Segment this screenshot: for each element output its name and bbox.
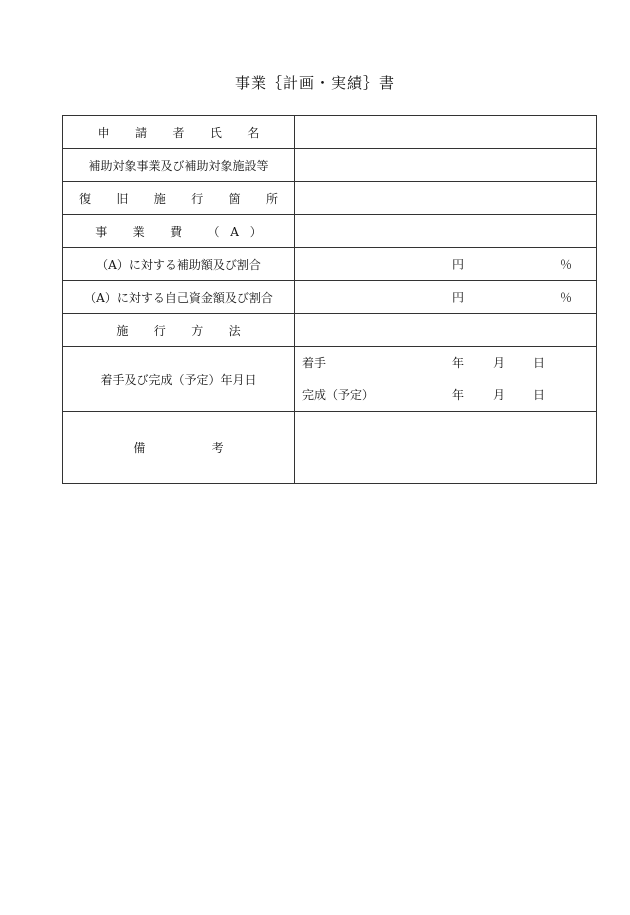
application-form-table <box>62 115 597 484</box>
document-title: 事業｛計画・実績｝書 <box>234 74 395 92</box>
target-label: 補助対象事業及び補助対象施設等 <box>88 158 269 173</box>
row-remarks <box>63 412 597 484</box>
subsidy-label-cell <box>63 248 295 281</box>
own-funds-percent-unit: ％ <box>560 290 573 305</box>
own-funds-value-cell[interactable] <box>295 281 597 314</box>
row-dates <box>63 347 597 412</box>
start-month-unit: 月 <box>493 356 506 370</box>
completion-year-unit: 年 <box>452 388 465 402</box>
cost-value-cell[interactable] <box>295 215 597 248</box>
target-label-cell <box>63 149 295 182</box>
row-method <box>63 314 597 347</box>
start-date-row <box>295 353 597 373</box>
own-funds-label-cell <box>63 281 295 314</box>
cost-label: 事 業 費 （A） <box>95 224 273 239</box>
dates-label-cell <box>63 347 295 412</box>
completion-month-unit: 月 <box>493 388 506 402</box>
start-year-unit: 年 <box>452 356 465 370</box>
remarks-label: 備 考 <box>133 441 255 455</box>
row-location <box>63 182 597 215</box>
row-subsidy <box>63 248 597 281</box>
location-label-cell <box>63 182 295 215</box>
method-value-cell[interactable] <box>295 314 597 347</box>
row-applicant <box>63 116 597 149</box>
cost-label-cell <box>63 215 295 248</box>
completion-day-unit: 日 <box>533 388 546 402</box>
own-funds-label: （A）に対する自己資金額及び割合 <box>84 290 273 305</box>
row-target <box>63 149 597 182</box>
dates-label: 着手及び完成（予定）年月日 <box>100 372 257 387</box>
row-cost <box>63 215 597 248</box>
target-value-cell[interactable] <box>295 149 597 182</box>
completion-label: 完成（予定） <box>302 388 375 402</box>
applicant-label: 申 請 者 氏 名 <box>97 125 271 140</box>
own-funds-yen-unit: 円 <box>452 290 465 305</box>
applicant-value-cell[interactable] <box>295 116 597 149</box>
remarks-value-cell[interactable] <box>295 412 597 484</box>
subsidy-label: （A）に対する補助額及び割合 <box>96 257 261 272</box>
row-own-funds <box>63 281 597 314</box>
subsidy-yen-unit: 円 <box>452 257 465 272</box>
location-value-cell[interactable] <box>295 182 597 215</box>
start-label: 着手 <box>302 356 327 370</box>
remarks-label-cell <box>63 412 295 484</box>
completion-date-row <box>295 385 597 405</box>
location-label: 復 旧 施 行 箇 所 <box>78 191 289 206</box>
method-label-cell <box>63 314 295 347</box>
method-label: 施 行 方 法 <box>116 323 252 338</box>
subsidy-percent-unit: ％ <box>560 257 573 272</box>
applicant-label-cell <box>63 116 295 149</box>
subsidy-value-cell[interactable] <box>295 248 597 281</box>
dates-value-cell[interactable] <box>295 347 597 412</box>
start-day-unit: 日 <box>533 356 546 370</box>
